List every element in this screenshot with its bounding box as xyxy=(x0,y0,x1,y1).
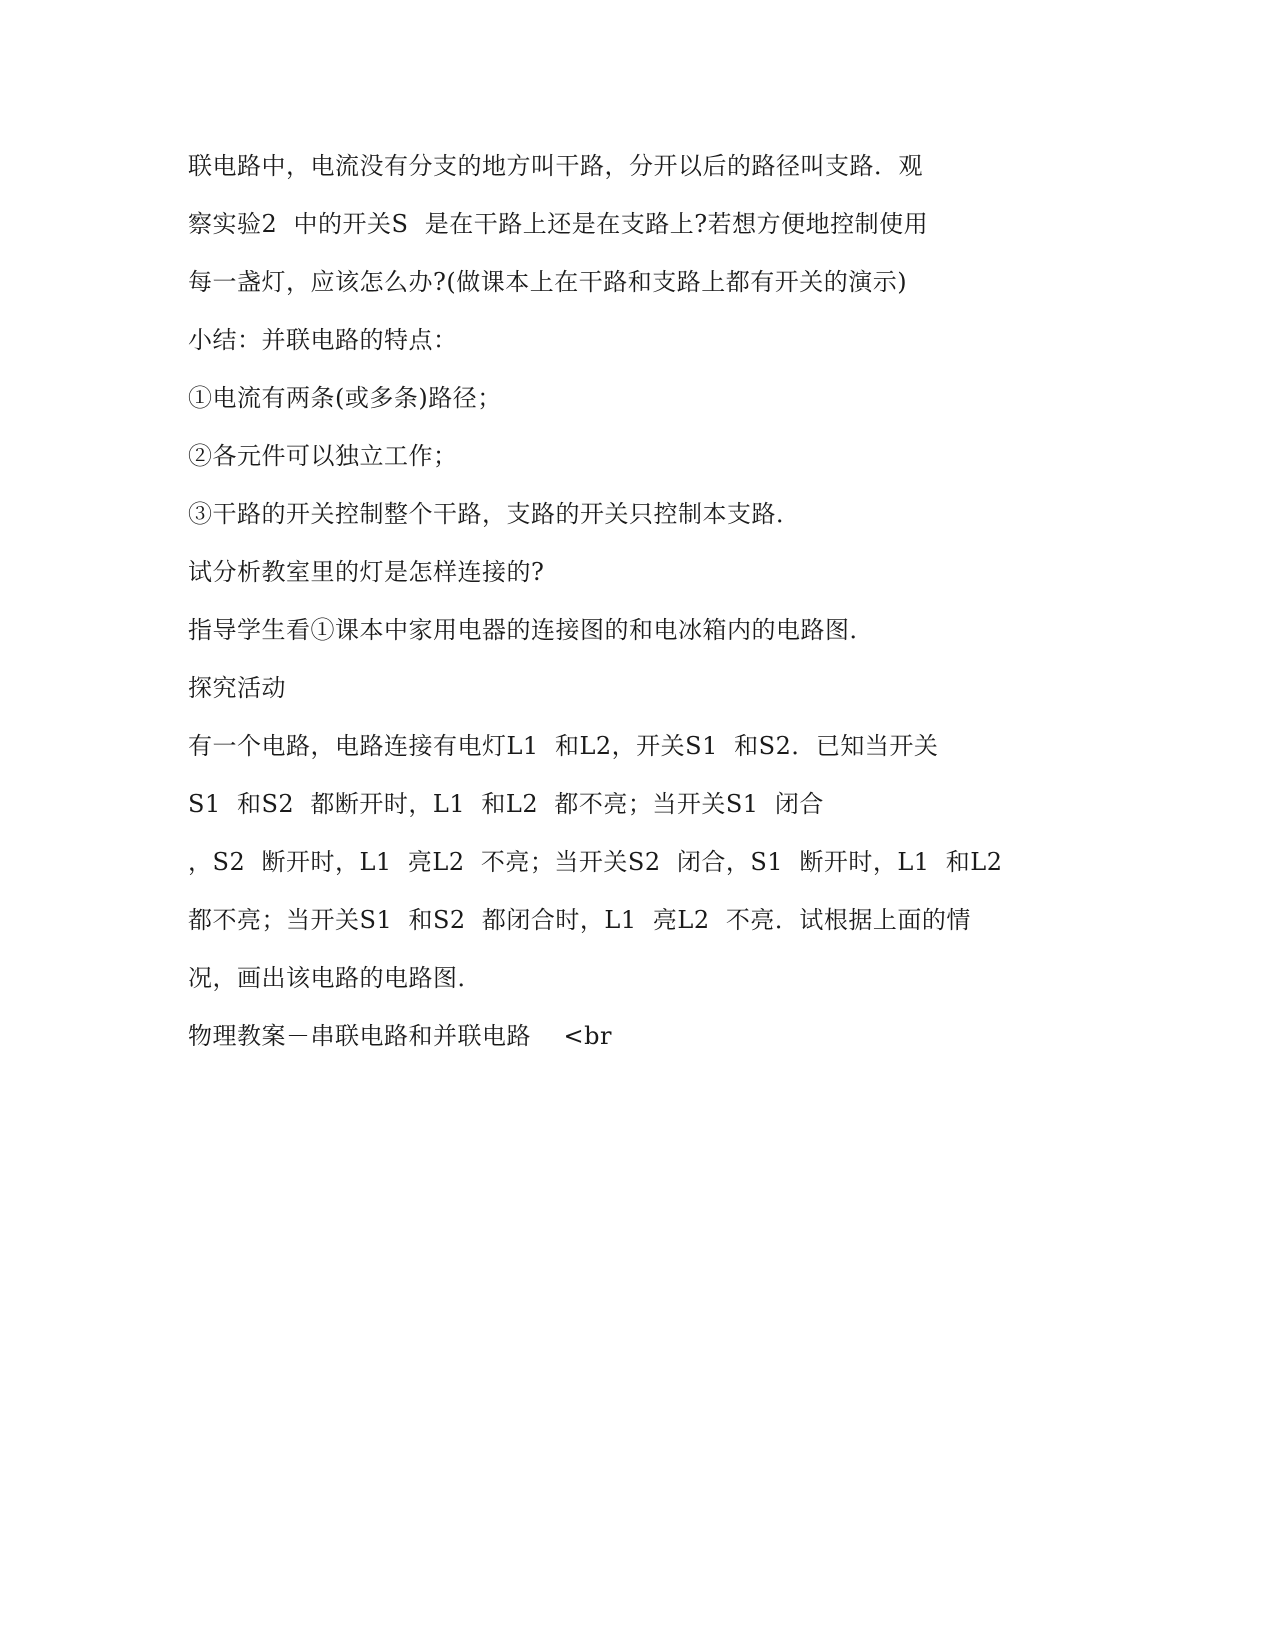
footer-title: 物理教案－串联电路和并联电路 <br xyxy=(188,1022,612,1050)
text-line: 有一个电路，电路连接有电灯L1 和L2，开关S1 和S2．已知当开关 xyxy=(188,732,939,760)
text-line: 指导学生看①课本中家用电器的连接图的和电冰箱内的电路图． xyxy=(188,616,874,644)
text-line: 察实验2 中的开关S 是在干路上还是在支路上?若想方便地控制使用 xyxy=(188,210,929,238)
text-line: S1 和S2 都断开时，L1 和L2 都不亮；当开关S1 闭合 xyxy=(188,790,824,818)
text-line: ，S2 断开时，L1 亮L2 不亮；当开关S2 闭合，S1 断开时，L1 和L2 xyxy=(188,848,1003,876)
list-item: ③干路的开关控制整个干路，支路的开关只控制本支路． xyxy=(188,500,801,528)
summary-heading: 小结：并联电路的特点： xyxy=(188,326,458,354)
text-line: 况，画出该电路的电路图． xyxy=(188,964,482,992)
text-line: 每一盏灯，应该怎么办?(做课本上在干路和支路上都有开关的演示) xyxy=(188,268,908,296)
text-line: 试分析教室里的灯是怎样连接的? xyxy=(188,558,545,586)
list-item: ②各元件可以独立工作； xyxy=(188,442,458,470)
text-line: 联电路中，电流没有分支的地方叫干路，分开以后的路径叫支路．观 xyxy=(188,152,923,180)
list-item: ①电流有两条(或多条)路径； xyxy=(188,384,502,412)
section-heading: 探究活动 xyxy=(188,674,286,702)
text-line: 都不亮；当开关S1 和S2 都闭合时，L1 亮L2 不亮．试根据上面的情 xyxy=(188,906,971,934)
